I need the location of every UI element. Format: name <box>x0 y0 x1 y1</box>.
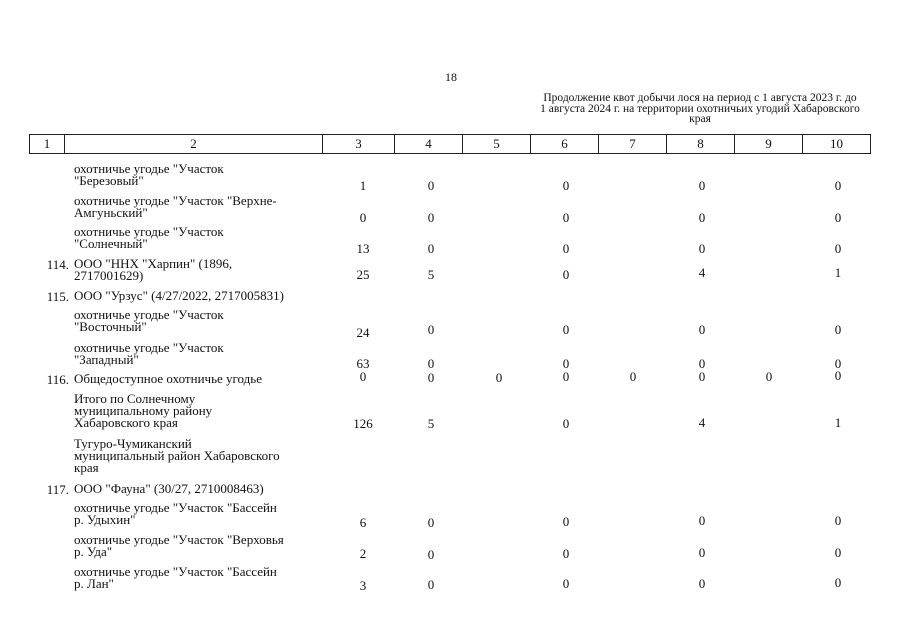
column-header: 10 <box>803 135 871 154</box>
cell-col10: 0 <box>834 356 842 371</box>
row-name: ООО "Урзус" (4/27/2022, 2717005831) <box>74 288 285 303</box>
column-header: 5 <box>463 135 531 154</box>
row-name: охотничье угодье "Участок "Западный" <box>74 340 224 367</box>
cell-col4: 5 <box>427 416 435 431</box>
cell-col3: 0 <box>359 210 367 225</box>
cell-col6: 0 <box>562 369 570 384</box>
cell-col10: 0 <box>834 241 842 256</box>
row-name: охотничье угодье "Участок "Бассейн р. Удыхин" <box>74 500 277 527</box>
row-name: охотничье угодье "Участок "Верховья р. Уда" <box>74 532 284 559</box>
cell-col6: 0 <box>562 267 570 282</box>
cell-col4: 0 <box>427 547 435 562</box>
row-number: 115. <box>46 289 69 304</box>
row-name: ООО "ННХ "Харпин" (1896, 2717001629) <box>74 256 233 283</box>
row-number: 116. <box>46 372 69 387</box>
cell-col3: 13 <box>356 241 370 256</box>
cell-col10: 0 <box>834 210 842 225</box>
cell-col6: 0 <box>562 416 570 431</box>
cell-col3: 3 <box>359 578 367 593</box>
cell-col4: 0 <box>427 577 435 592</box>
row-name: охотничье угодье "Участок "Солнечный" <box>74 224 224 251</box>
column-header: 8 <box>667 135 735 154</box>
cell-col4: 0 <box>427 356 435 371</box>
cell-col10: 0 <box>834 322 842 337</box>
continuation-title: Продолжение квот добычи лося на период с 1 августа 2023 г. до 1 августа 2024 г. на территории охотничьих угодий Хабаровского края <box>540 92 860 125</box>
cell-col3: 6 <box>359 515 367 530</box>
cell-col4: 0 <box>427 515 435 530</box>
cell-col3: 1 <box>359 178 367 193</box>
column-header: 1 <box>30 135 65 154</box>
cell-col10: 0 <box>834 368 842 383</box>
cell-col6: 0 <box>562 178 570 193</box>
column-header: 9 <box>735 135 803 154</box>
cell-col3: 25 <box>356 267 370 282</box>
cell-col4: 0 <box>427 178 435 193</box>
cell-col8: 0 <box>698 545 706 560</box>
cell-col3: 0 <box>359 369 367 384</box>
cell-col6: 0 <box>562 356 570 371</box>
cell-col8: 0 <box>698 369 706 384</box>
cell-col10: 0 <box>834 178 842 193</box>
cell-col10: 0 <box>834 513 842 528</box>
row-name: охотничье угодье "Участок "Восточный" <box>74 307 224 334</box>
cell-col3: 63 <box>356 356 370 371</box>
row-number: 117. <box>46 482 69 497</box>
cell-col6: 0 <box>562 241 570 256</box>
cell-col10: 1 <box>834 415 842 430</box>
row-number: 114. <box>46 257 69 272</box>
cell-col3: 126 <box>353 416 373 431</box>
cell-col8: 0 <box>698 210 706 225</box>
cell-col4: 0 <box>427 210 435 225</box>
cell-col6: 0 <box>562 210 570 225</box>
column-header: 2 <box>65 135 323 154</box>
cell-col3: 2 <box>359 546 367 561</box>
page-number: 18 <box>445 70 457 84</box>
cell-col8: 0 <box>698 241 706 256</box>
cell-col4: 0 <box>427 370 435 385</box>
cell-col8: 4 <box>698 265 706 280</box>
cell-col10: 0 <box>834 545 842 560</box>
row-name: Тугуро-Чумиканский муниципальный район Хабаровского края <box>74 436 280 475</box>
cell-col8: 4 <box>698 415 706 430</box>
cell-col8: 0 <box>698 513 706 528</box>
cell-col4: 0 <box>427 322 435 337</box>
row-name: охотничье угодье "Участок "Бассейн р. Лан" <box>74 564 277 591</box>
cell-col8: 0 <box>698 322 706 337</box>
row-name: охотничье угодье "Участок "Березовый" <box>74 161 224 188</box>
column-header: 3 <box>323 135 395 154</box>
cell-col6: 0 <box>562 546 570 561</box>
cell-col8: 0 <box>698 356 706 371</box>
cell-col4: 5 <box>427 267 435 282</box>
column-header: 6 <box>531 135 599 154</box>
cell-col8: 0 <box>698 576 706 591</box>
cell-col10: 1 <box>834 265 842 280</box>
column-header-row <box>30 135 871 154</box>
cell-col8: 0 <box>698 178 706 193</box>
row-name: Общедоступное охотничье угодье <box>74 371 262 386</box>
row-name: Итого по Солнечному муниципальному району Хабаровского края <box>74 391 213 430</box>
cell-col4: 0 <box>427 241 435 256</box>
cell-col6: 0 <box>562 576 570 591</box>
row-name: ООО "Фауна" (30/27, 2710008463) <box>74 481 264 496</box>
cell-col5: 0 <box>495 370 503 385</box>
cell-col6: 0 <box>562 514 570 529</box>
cell-col7: 0 <box>629 369 637 384</box>
column-header-table <box>29 134 871 154</box>
cell-col6: 0 <box>562 322 570 337</box>
row-name: охотничье угодье "Участок "Верхне- Амгуньский" <box>74 193 277 220</box>
cell-col3: 24 <box>356 325 370 340</box>
column-header: 7 <box>599 135 667 154</box>
column-header: 4 <box>395 135 463 154</box>
cell-col10: 0 <box>834 575 842 590</box>
cell-col9: 0 <box>765 369 773 384</box>
